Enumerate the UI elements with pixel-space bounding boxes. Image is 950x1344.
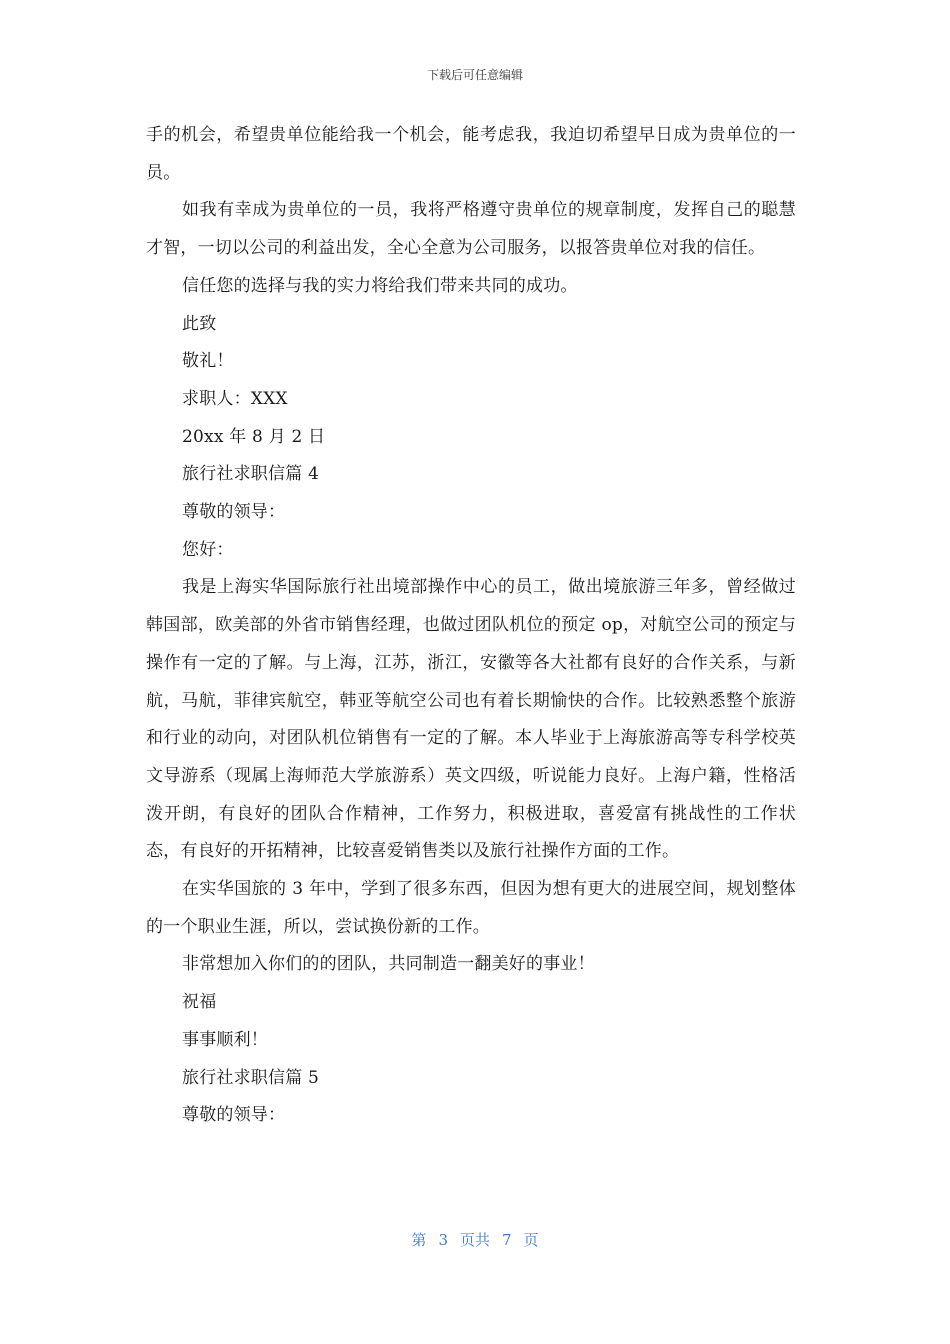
footer-middle: 页共 bbox=[459, 1231, 490, 1249]
page-footer bbox=[0, 1229, 950, 1250]
page-number: 3 bbox=[438, 1231, 448, 1249]
section-title: 旅行社求职信篇 4 bbox=[182, 464, 320, 485]
paragraph: 手的机会，希望贵单位能给我一个机会，能考虑我，我迫切希望早日成为贵单位的一员。 bbox=[146, 125, 796, 183]
footer-suffix: 页 bbox=[523, 1231, 539, 1249]
paragraph: 如我有幸成为贵单位的一员，我将严格遵守贵单位的规章制度，发挥自己的聪慧才智，一切以公司的利益出发，全心全意为公司服务，以报答贵单位对我的信任。 bbox=[146, 200, 796, 259]
greeting: 尊敬的领导： bbox=[182, 502, 286, 523]
section-title: 旅行社求职信篇 5 bbox=[182, 1067, 320, 1088]
paragraph: 在实华国旅的 3 年中，学到了很多东西，但因为想有更大的进展空间，规划整体的一个职业生涯，所以，尝试换份新的工作。 bbox=[146, 879, 796, 937]
paragraph: 非常想加入你们的的团队，共同制造一翻美好的事业！ bbox=[182, 954, 595, 975]
closing-salutation: 祝福 bbox=[182, 992, 217, 1013]
letter-date: 20xx 年 8 月 2 日 bbox=[182, 426, 326, 447]
greeting: 您好： bbox=[182, 539, 234, 560]
footer-prefix: 第 bbox=[411, 1231, 427, 1249]
applicant-name: 求职人：XXX bbox=[182, 388, 288, 409]
greeting: 尊敬的领导： bbox=[182, 1105, 286, 1126]
closing-regards: 事事顺利！ bbox=[182, 1029, 268, 1050]
document-body bbox=[146, 117, 796, 1135]
paragraph: 我是上海实华国际旅行社出境部操作中心的员工，做出境旅游三年多，曾经做过韩国部，欧美部的外省市销售经理，也做过团队机位的预定 op，对航空公司的预定与操作有一定的了解。与上海，江苏，浙江，安徽等各大社都有良好的合作关系，与新航，马航，菲律宾航空，韩亚等航空公司也有着长期愉快的合作。比较熟悉整个旅游和行业的动向，对团队机位销售有一定的了解。本人毕业于上海旅游高等专科学校英文导游系（现属上海师范大学旅游系）英文四级，听说能力良好。上海户籍，性格活泼开朗，有良好的团队合作精神，工作努力，积极进取，喜爱富有挑战性的工作状态，有良好的开拓精神，比较喜爱销售类以及旅行社操作方面的工作。 bbox=[146, 577, 796, 862]
closing-regards: 敬礼！ bbox=[182, 351, 234, 372]
page-total: 7 bbox=[502, 1231, 512, 1249]
page-header: 下载后可任意编辑 bbox=[426, 68, 523, 82]
closing-salutation: 此致 bbox=[182, 313, 217, 334]
paragraph: 信任您的选择与我的实力将给我们带来共同的成功。 bbox=[182, 275, 578, 296]
